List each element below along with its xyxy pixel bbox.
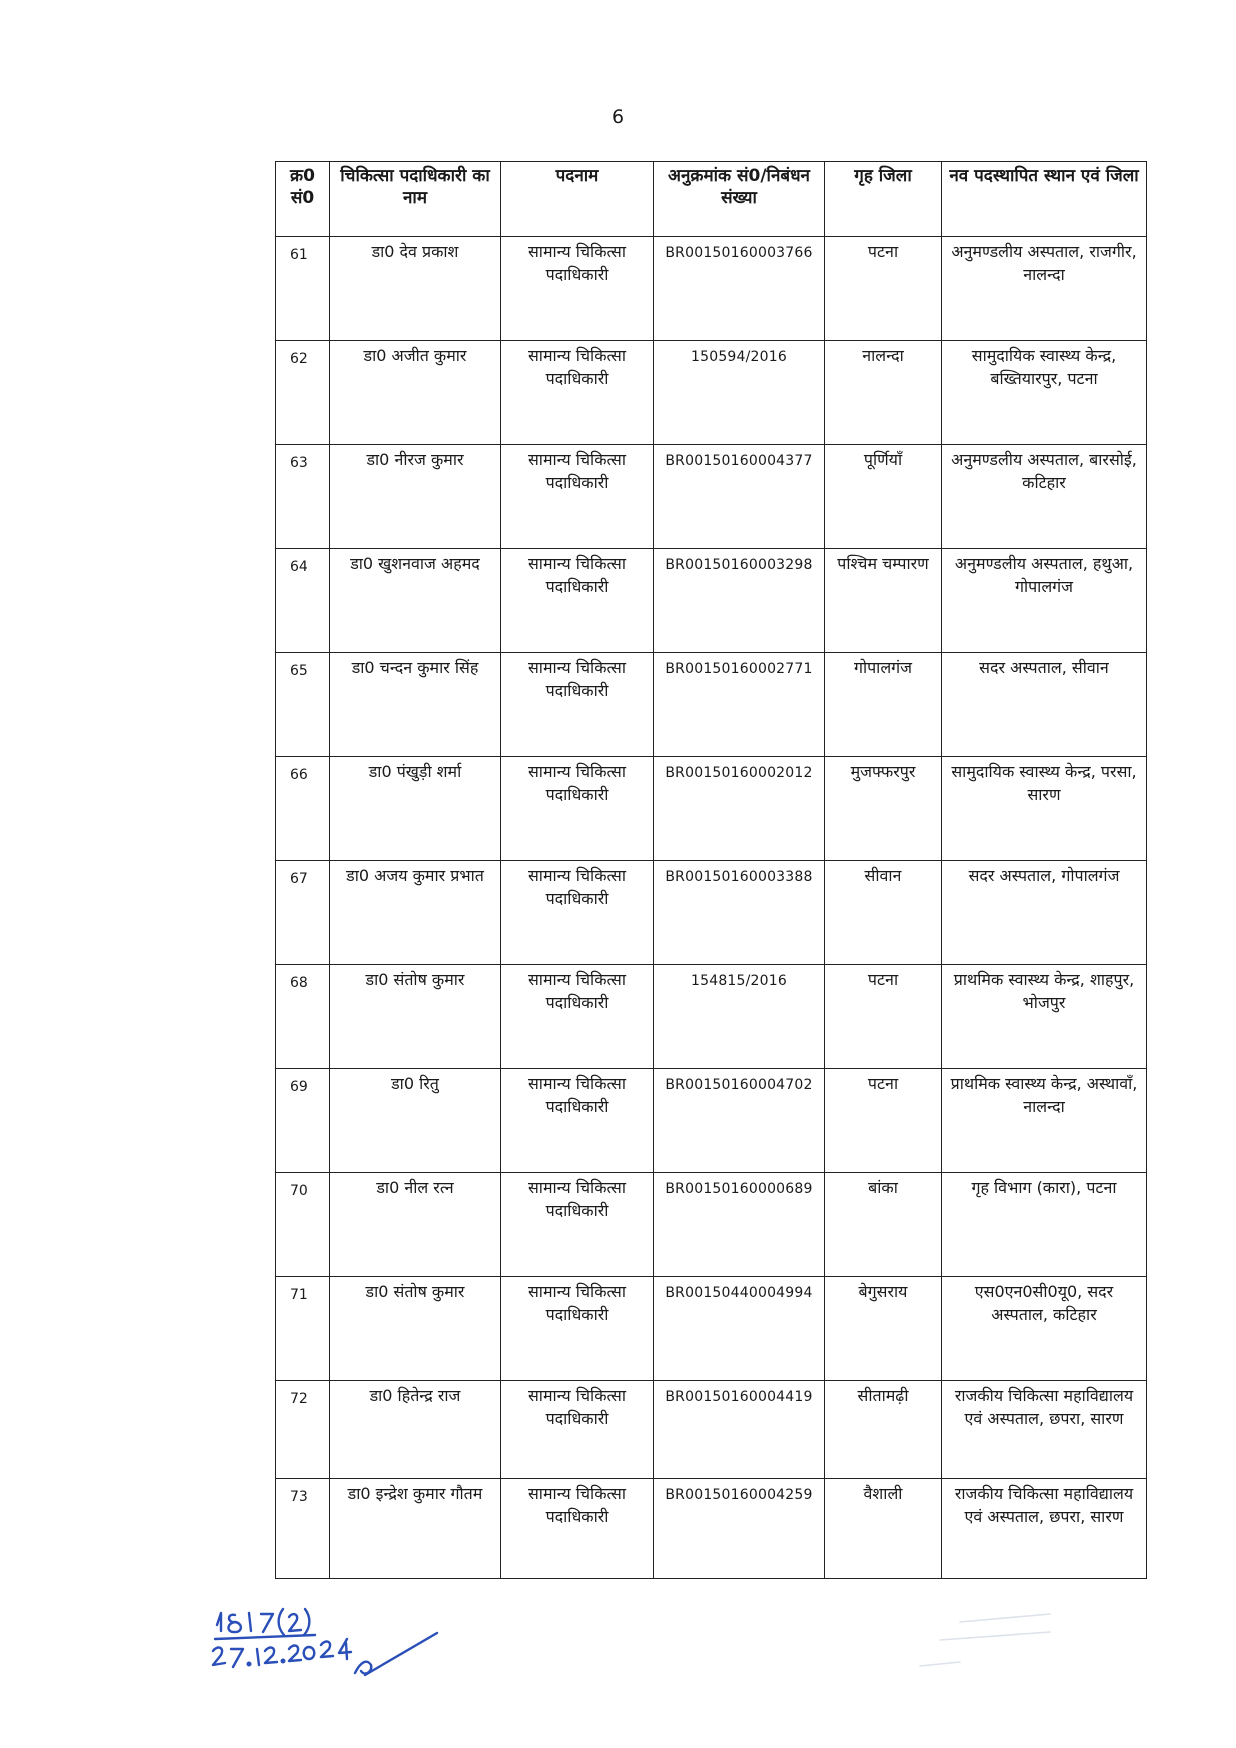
name-cell: डा0 हितेन्द्र राज [330, 1381, 501, 1479]
posting-cell: सामुदायिक स्वास्थ्य केन्द्र, बख्तियारपुर, पटना [942, 341, 1147, 445]
serial-cell: 72 [276, 1381, 330, 1479]
designation-cell: सामान्य चिकित्सा पदाधिकारी [501, 445, 654, 549]
registration-cell: BR00150160004377 [654, 445, 825, 549]
table-row [276, 1381, 1147, 1479]
serial-cell: 61 [276, 237, 330, 341]
handwritten-signature [205, 1595, 465, 1685]
designation-cell: सामान्य चिकित्सा पदाधिकारी [501, 1381, 654, 1479]
table-row [276, 757, 1147, 861]
designation-cell: सामान्य चिकित्सा पदाधिकारी [501, 1277, 654, 1381]
home-district-cell: पश्चिम चम्पारण [825, 549, 942, 653]
designation-cell: सामान्य चिकित्सा पदाधिकारी [501, 653, 654, 757]
registration-cell: BR00150160002012 [654, 757, 825, 861]
name-cell: डा0 अजीत कुमार [330, 341, 501, 445]
serial-cell: 68 [276, 965, 330, 1069]
name-cell: डा0 रितु [330, 1069, 501, 1173]
table-row [276, 1277, 1147, 1381]
table-row [276, 549, 1147, 653]
designation-cell: सामान्य चिकित्सा पदाधिकारी [501, 965, 654, 1069]
serial-cell: 71 [276, 1277, 330, 1381]
serial-cell: 70 [276, 1173, 330, 1277]
header-registration: अनुक्रमांक सं0/निबंधन संख्या [654, 162, 825, 237]
table-row [276, 1479, 1147, 1579]
name-cell: डा0 चन्दन कुमार सिंह [330, 653, 501, 757]
name-cell: डा0 खुशनवाज अहमद [330, 549, 501, 653]
page-number: 6 [611, 106, 625, 128]
posting-cell: राजकीय चिकित्सा महाविद्यालय एवं अस्पताल, छपरा, सारण [942, 1479, 1147, 1579]
registration-cell: BR00150160003388 [654, 861, 825, 965]
home-district-cell: पूर्णियाँ [825, 445, 942, 549]
name-cell: डा0 इन्द्रेश कुमार गौतम [330, 1479, 501, 1579]
home-district-cell: नालन्दा [825, 341, 942, 445]
posting-cell: गृह विभाग (कारा), पटना [942, 1173, 1147, 1277]
show-through-mark [900, 1592, 1100, 1682]
posting-cell: एस0एन0सी0यू0, सदर अस्पताल, कटिहार [942, 1277, 1147, 1381]
home-district-cell: पटना [825, 237, 942, 341]
table-row [276, 237, 1147, 341]
posting-cell: प्राथमिक स्वास्थ्य केन्द्र, अस्थावाँ, नालन्दा [942, 1069, 1147, 1173]
serial-cell: 69 [276, 1069, 330, 1173]
posting-cell: राजकीय चिकित्सा महाविद्यालय एवं अस्पताल, छपरा, सारण [942, 1381, 1147, 1479]
header-designation: पदनाम [501, 162, 654, 237]
home-district-cell: बेगुसराय [825, 1277, 942, 1381]
registration-cell: BR00150160004419 [654, 1381, 825, 1479]
posting-table [275, 161, 1147, 1579]
posting-cell: सामुदायिक स्वास्थ्य केन्द्र, परसा, सारण [942, 757, 1147, 861]
posting-cell: सदर अस्पताल, सीवान [942, 653, 1147, 757]
home-district-cell: गोपालगंज [825, 653, 942, 757]
designation-cell: सामान्य चिकित्सा पदाधिकारी [501, 757, 654, 861]
registration-cell: BR00150160002771 [654, 653, 825, 757]
serial-cell: 65 [276, 653, 330, 757]
header-home-district: गृह जिला [825, 162, 942, 237]
name-cell: डा0 नील रत्न [330, 1173, 501, 1277]
table-body [276, 237, 1147, 1579]
home-district-cell: मुजफ्फरपुर [825, 757, 942, 861]
header-row [276, 162, 1147, 237]
table-row [276, 861, 1147, 965]
home-district-cell: वैशाली [825, 1479, 942, 1579]
header-new-posting: नव पदस्थापित स्थान एवं जिला [942, 162, 1147, 237]
serial-cell: 63 [276, 445, 330, 549]
home-district-cell: बांका [825, 1173, 942, 1277]
home-district-cell: सीवान [825, 861, 942, 965]
designation-cell: सामान्य चिकित्सा पदाधिकारी [501, 1479, 654, 1579]
designation-cell: सामान्य चिकित्सा पदाधिकारी [501, 549, 654, 653]
name-cell: डा0 अजय कुमार प्रभात [330, 861, 501, 965]
serial-cell: 73 [276, 1479, 330, 1579]
header-name: चिकित्सा पदाधिकारी का नाम [330, 162, 501, 237]
name-cell: डा0 पंखुड़ी शर्मा [330, 757, 501, 861]
registration-cell: BR00150160000689 [654, 1173, 825, 1277]
name-cell: डा0 देव प्रकाश [330, 237, 501, 341]
header-serial: क्र0 सं0 [276, 162, 330, 237]
home-district-cell: पटना [825, 965, 942, 1069]
table-row [276, 653, 1147, 757]
registration-cell: BR00150160003298 [654, 549, 825, 653]
name-cell: डा0 संतोष कुमार [330, 965, 501, 1069]
table-row [276, 341, 1147, 445]
serial-cell: 66 [276, 757, 330, 861]
registration-cell: BR00150160004702 [654, 1069, 825, 1173]
serial-cell: 62 [276, 341, 330, 445]
registration-cell: 150594/2016 [654, 341, 825, 445]
posting-cell: सदर अस्पताल, गोपालगंज [942, 861, 1147, 965]
registration-cell: 154815/2016 [654, 965, 825, 1069]
posting-cell: प्राथमिक स्वास्थ्य केन्द्र, शाहपुर, भोजपुर [942, 965, 1147, 1069]
designation-cell: सामान्य चिकित्सा पदाधिकारी [501, 861, 654, 965]
home-district-cell: पटना [825, 1069, 942, 1173]
table-row [276, 1069, 1147, 1173]
serial-cell: 67 [276, 861, 330, 965]
registration-cell: BR00150440004994 [654, 1277, 825, 1381]
serial-cell: 64 [276, 549, 330, 653]
designation-cell: सामान्य चिकित्सा पदाधिकारी [501, 237, 654, 341]
posting-cell: अनुमण्डलीय अस्पताल, राजगीर, नालन्दा [942, 237, 1147, 341]
designation-cell: सामान्य चिकित्सा पदाधिकारी [501, 341, 654, 445]
posting-cell: अनुमण्डलीय अस्पताल, हथुआ, गोपालगंज [942, 549, 1147, 653]
name-cell: डा0 नीरज कुमार [330, 445, 501, 549]
designation-cell: सामान्य चिकित्सा पदाधिकारी [501, 1173, 654, 1277]
home-district-cell: सीतामढ़ी [825, 1381, 942, 1479]
table-row [276, 965, 1147, 1069]
name-cell: डा0 संतोष कुमार [330, 1277, 501, 1381]
registration-cell: BR00150160003766 [654, 237, 825, 341]
designation-cell: सामान्य चिकित्सा पदाधिकारी [501, 1069, 654, 1173]
table-row [276, 445, 1147, 549]
registration-cell: BR00150160004259 [654, 1479, 825, 1579]
posting-cell: अनुमण्डलीय अस्पताल, बारसोई, कटिहार [942, 445, 1147, 549]
table-row [276, 1173, 1147, 1277]
